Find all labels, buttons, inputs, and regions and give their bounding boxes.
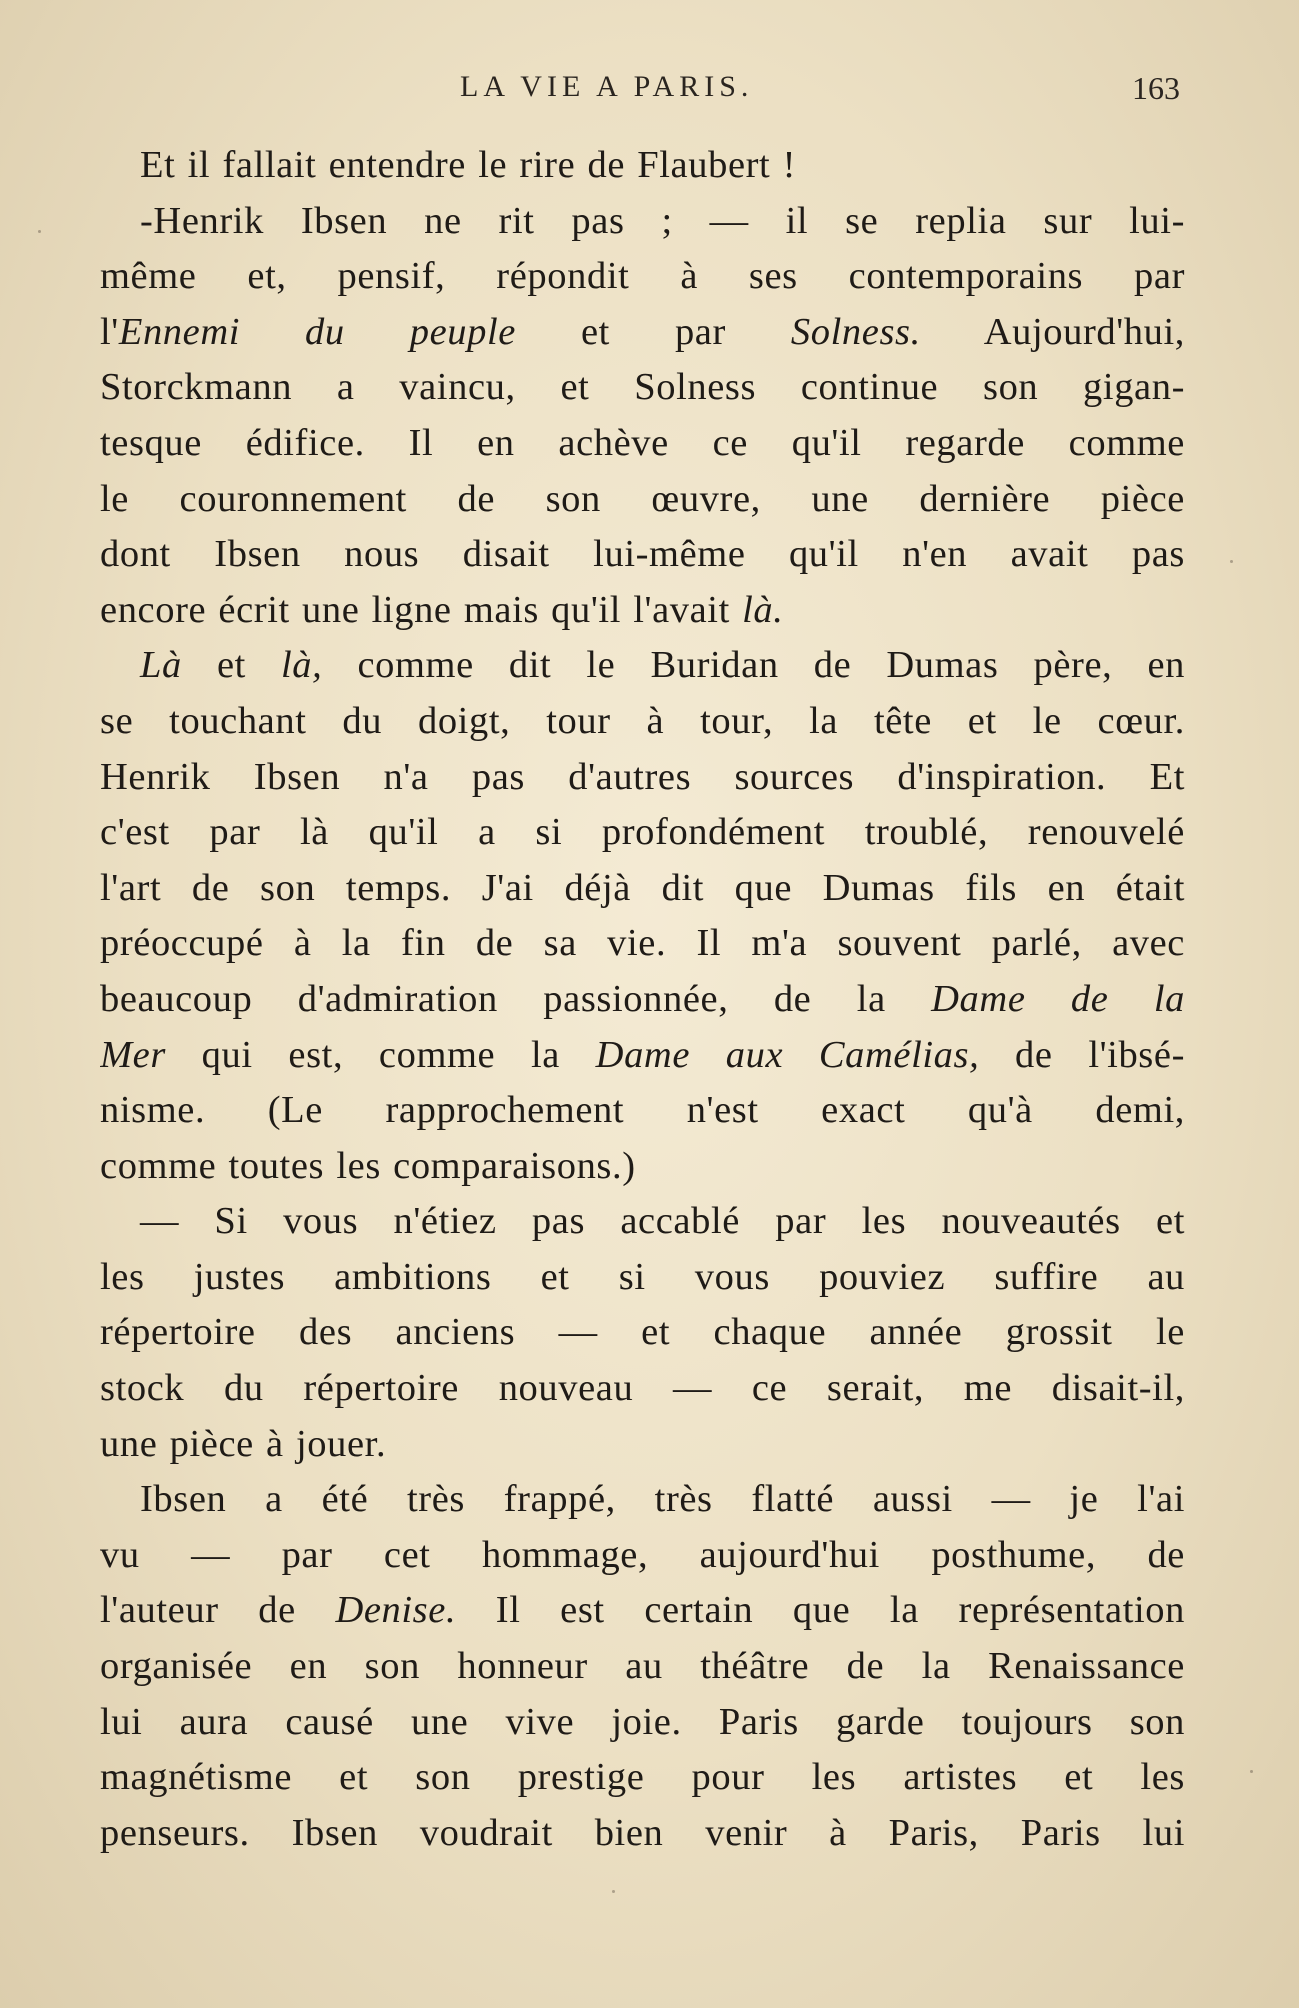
text-run: organisée en son honneur au théâtre de la Renaissance	[100, 1645, 1185, 1688]
text-run: les justes ambitions et si vous pouviez suffire au	[100, 1255, 1185, 1298]
text-run: et par	[515, 310, 791, 353]
text-run: le couronnement de son œuvre, une dernière pièce	[100, 477, 1185, 520]
text-run: beaucoup d'admiration passionnée, de la	[100, 977, 932, 1020]
italic-text: Dame de la	[931, 977, 1185, 1020]
text-line	[100, 1806, 1185, 1862]
text-line	[100, 583, 1185, 639]
text-run: une pièce à jouer.	[100, 1422, 387, 1465]
text-line	[100, 1139, 1185, 1195]
text-run: l'auteur de	[100, 1589, 336, 1632]
text-run: stock du répertoire nouveau — ce serait, me disait-il,	[100, 1367, 1185, 1410]
text-run: Et il fallait entendre le rire de Flaubert !	[140, 144, 796, 186]
italic-text: Solness.	[790, 310, 921, 353]
text-run: Storckmann a vaincu, et Solness continue son gigan-	[100, 366, 1185, 409]
text-run: — Si vous n'étiez pas accablé par les nouveautés et	[140, 1200, 1185, 1243]
text-line	[100, 1639, 1185, 1695]
text-line	[100, 972, 1185, 1028]
text-run: penseurs. Ibsen voudrait bien venir à Paris, Paris lui	[100, 1811, 1185, 1854]
text-line	[100, 1750, 1185, 1806]
text-line	[100, 1250, 1185, 1306]
text-line	[100, 138, 1185, 194]
italic-text: Là	[140, 644, 182, 687]
text-line	[100, 360, 1185, 416]
text-run: magnétisme et son prestige pour les artistes et les	[100, 1756, 1185, 1799]
text-run: lui aura causé une vive joie. Paris garde toujours son	[100, 1700, 1185, 1743]
text-line	[100, 1417, 1185, 1473]
text-line	[100, 1695, 1185, 1751]
italic-text: Mer	[100, 1033, 166, 1076]
text-run: et	[181, 644, 282, 687]
text-run: comme toutes les comparaisons.)	[100, 1144, 636, 1187]
page-header	[100, 70, 1180, 110]
text-run: dont Ibsen nous disait lui-même qu'il n'en avait pas	[100, 533, 1185, 576]
text-line	[100, 305, 1185, 361]
text-line	[100, 1583, 1185, 1639]
running-title: LA VIE A PARIS.	[460, 70, 754, 103]
italic-text: Ennemi du peuple	[118, 310, 516, 353]
body-text	[100, 138, 1185, 1861]
text-line	[100, 1083, 1185, 1139]
text-run: qui est, comme la	[165, 1033, 596, 1076]
text-line	[100, 1472, 1185, 1528]
text-line	[100, 249, 1185, 305]
text-run: nisme. (Le rapprochement n'est exact qu'à demi,	[100, 1089, 1185, 1132]
text-line	[100, 694, 1185, 750]
text-line	[100, 1305, 1185, 1361]
text-line	[100, 1528, 1185, 1584]
text-run: l'art de son temps. J'ai déjà dit que Dumas fils en était	[100, 866, 1185, 909]
text-run: -Henrik Ibsen ne rit pas ; — il se replia sur lui-	[140, 199, 1185, 242]
text-line	[100, 194, 1185, 250]
paper-speck	[1250, 1770, 1253, 1773]
italic-text: Dame aux Camélias,	[595, 1033, 980, 1076]
text-line	[100, 750, 1185, 806]
text-run: encore écrit une ligne mais qu'il l'avait	[100, 588, 743, 631]
text-run: c'est par là qu'il a si profondément troublé, renouvelé	[100, 811, 1185, 854]
text-run: de l'ibsé-	[979, 1033, 1185, 1076]
text-line	[100, 638, 1185, 694]
text-line	[100, 416, 1185, 472]
text-line	[100, 472, 1185, 528]
text-run: préoccupé à la fin de sa vie. Il m'a souvent parlé, avec	[100, 922, 1185, 965]
text-run: même et, pensif, répondit à ses contemporains par	[100, 255, 1185, 298]
text-line	[100, 916, 1185, 972]
text-run: répertoire des anciens — et chaque année grossit le	[100, 1311, 1185, 1354]
text-run: tesque édifice. Il en achève ce qu'il regarde comme	[100, 421, 1185, 464]
text-run: Il est certain que la représentation	[456, 1589, 1185, 1632]
text-run: comme dit le Buridan de Dumas père, en	[322, 644, 1185, 687]
paper-speck	[38, 230, 41, 233]
text-line	[100, 527, 1185, 583]
italic-text: Denise.	[335, 1589, 457, 1632]
text-line	[100, 1194, 1185, 1250]
paper-speck	[1230, 560, 1233, 563]
text-line	[100, 1361, 1185, 1417]
italic-text: là,	[281, 644, 323, 687]
text-line	[100, 805, 1185, 861]
paper-speck	[612, 1890, 615, 1893]
page-number: 163	[1132, 70, 1180, 106]
text-run: Aujourd'hui,	[920, 310, 1185, 353]
italic-text: là.	[742, 588, 784, 631]
text-run: vu — par cet hommage, aujourd'hui posthume, de	[100, 1533, 1185, 1576]
text-run: l'	[100, 310, 119, 353]
text-run: Ibsen a été très frappé, très flatté aussi — je l'ai	[140, 1478, 1185, 1521]
text-run: se touchant du doigt, tour à tour, la tête et le cœur.	[100, 699, 1185, 742]
text-run: Henrik Ibsen n'a pas d'autres sources d'inspiration. Et	[100, 755, 1185, 798]
text-line	[100, 861, 1185, 917]
text-line	[100, 1028, 1185, 1084]
